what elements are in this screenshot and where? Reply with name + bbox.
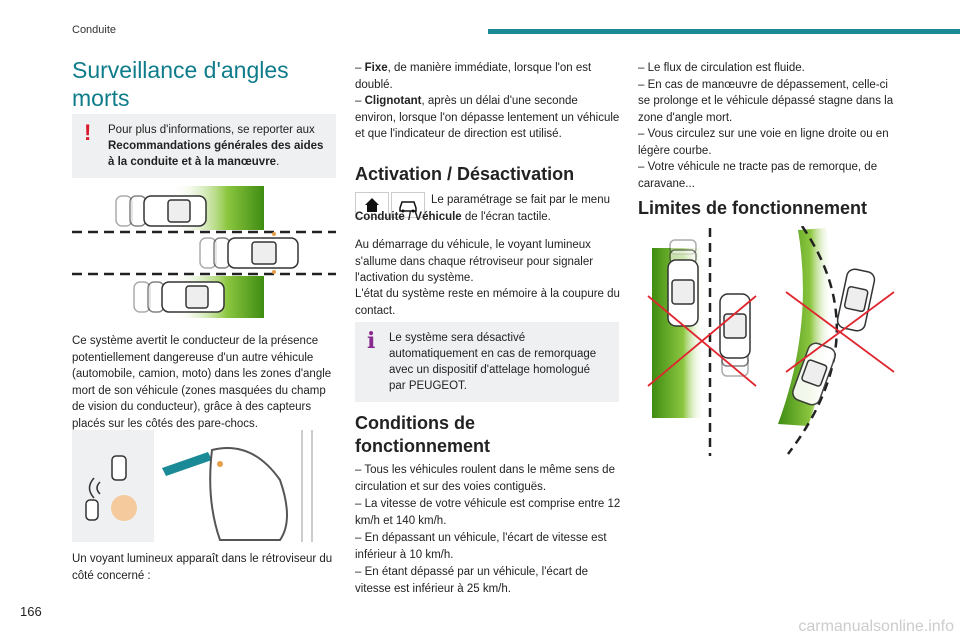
header-bar [488, 29, 960, 34]
page-title: Surveillance d'angles morts [72, 57, 289, 111]
condition-item: – La vitesse de votre véhicule est comprise entre 12 km/h et 140 km/h. [355, 498, 621, 527]
warning-end: . [276, 156, 280, 168]
condition-item: – Votre véhicule ne tracte pas de remorque, de caravane... [638, 161, 878, 190]
conditions-list [355, 462, 621, 597]
car-curve-outer [836, 268, 876, 333]
car-icon-small [86, 500, 98, 520]
warning-light-icon [111, 495, 137, 521]
page-number: 166 [20, 604, 42, 619]
condition-item: – Vous circulez sur une voie en ligne droite ou en légère courbe. [638, 128, 889, 157]
condition-item: – Le flux de circulation est fluide. [638, 62, 805, 74]
item-clignotant: – Clignotant, après un délai d'une seconde environ, lorsque l'on dépasse lentement un véhicule et que l'indicateur de direction est utilisé. [355, 95, 620, 140]
heading-limits: Limites de fonctionnement [638, 198, 868, 218]
info-icon: i [367, 328, 376, 354]
car-straight-lane [668, 240, 698, 326]
limits-illustration [638, 226, 900, 458]
section-header: Conduite [72, 24, 117, 36]
car-middle-lane [200, 232, 298, 274]
heading-activation: Activation / Désactivation [355, 164, 575, 184]
watermark: carmanualsonline.info [798, 618, 954, 635]
car-top-lane [116, 196, 206, 226]
conditions-list-cont [638, 60, 900, 192]
car-own-lane [720, 294, 750, 376]
mirror-illustration [72, 430, 336, 542]
condition-item: – En cas de manœuvre de dépassement, celle-ci se prolonge et le véhicule dépassé stagne dans la zone d'angle mort. [638, 78, 894, 124]
condition-item: – Tous les véhicules roulent dans le même sens de circulation et sur des voies contiguës. [355, 464, 615, 493]
blind-spot-illustration [72, 182, 336, 322]
fixe-label: Fixe [364, 62, 388, 74]
activation-memory: L'état du système reste en mémoire à la coupure du contact. [355, 288, 620, 317]
warning-icon: ! [84, 120, 92, 145]
warning-text: Pour plus d'informations, se reporter aux [108, 124, 315, 136]
info-note [355, 322, 619, 402]
warning-link-text: Recommandations générales des aides à la conduite et à la manœuvre [108, 140, 324, 168]
car-icon [112, 456, 126, 480]
condition-item: – En étant dépassé par un véhicule, l'écart de vitesse est inférieur à 25 km/h. [355, 566, 588, 595]
mirror-text: Un voyant lumineux apparaît dans le rétroviseur du côté concerné : [72, 553, 333, 582]
activation-start: Au démarrage du véhicule, le voyant lumineux s'allume dans chaque rétroviseur pour signaler l'activation du système. [355, 239, 594, 284]
condition-item: – En dépassant un véhicule, l'écart de vitesse est inférieur à 10 km/h. [355, 532, 607, 561]
warning-note [72, 114, 336, 178]
activation-text: Le paramétrage se fait par le menu Conduite / Véhicule de l'écran tactile. [355, 194, 610, 223]
info-text: Le système sera désactivé automatiquement en cas de remorquage avec un dispositif d'attelage homologué par PEUGEOT. [389, 332, 597, 392]
clignotant-label: Clignotant [364, 95, 422, 107]
car-bottom-lane [134, 282, 224, 312]
menu-path: Conduite / Véhicule [355, 210, 462, 223]
heading-conditions: Conditions de fonctionnement [355, 413, 490, 456]
system-description: Ce système avertit le conducteur de la présence potentiellement dangereuse d'un autre véhicule (automobile, camion, moto) dans les zones d'angle mort de son véhicule (zones masquées du champ de vision du conducteur), grâce à des capteurs placés sur les côtés des pare-chocs. [72, 335, 332, 430]
item-fixe: – Fixe, de manière immédiate, lorsque l'on est doublé. [355, 62, 592, 91]
